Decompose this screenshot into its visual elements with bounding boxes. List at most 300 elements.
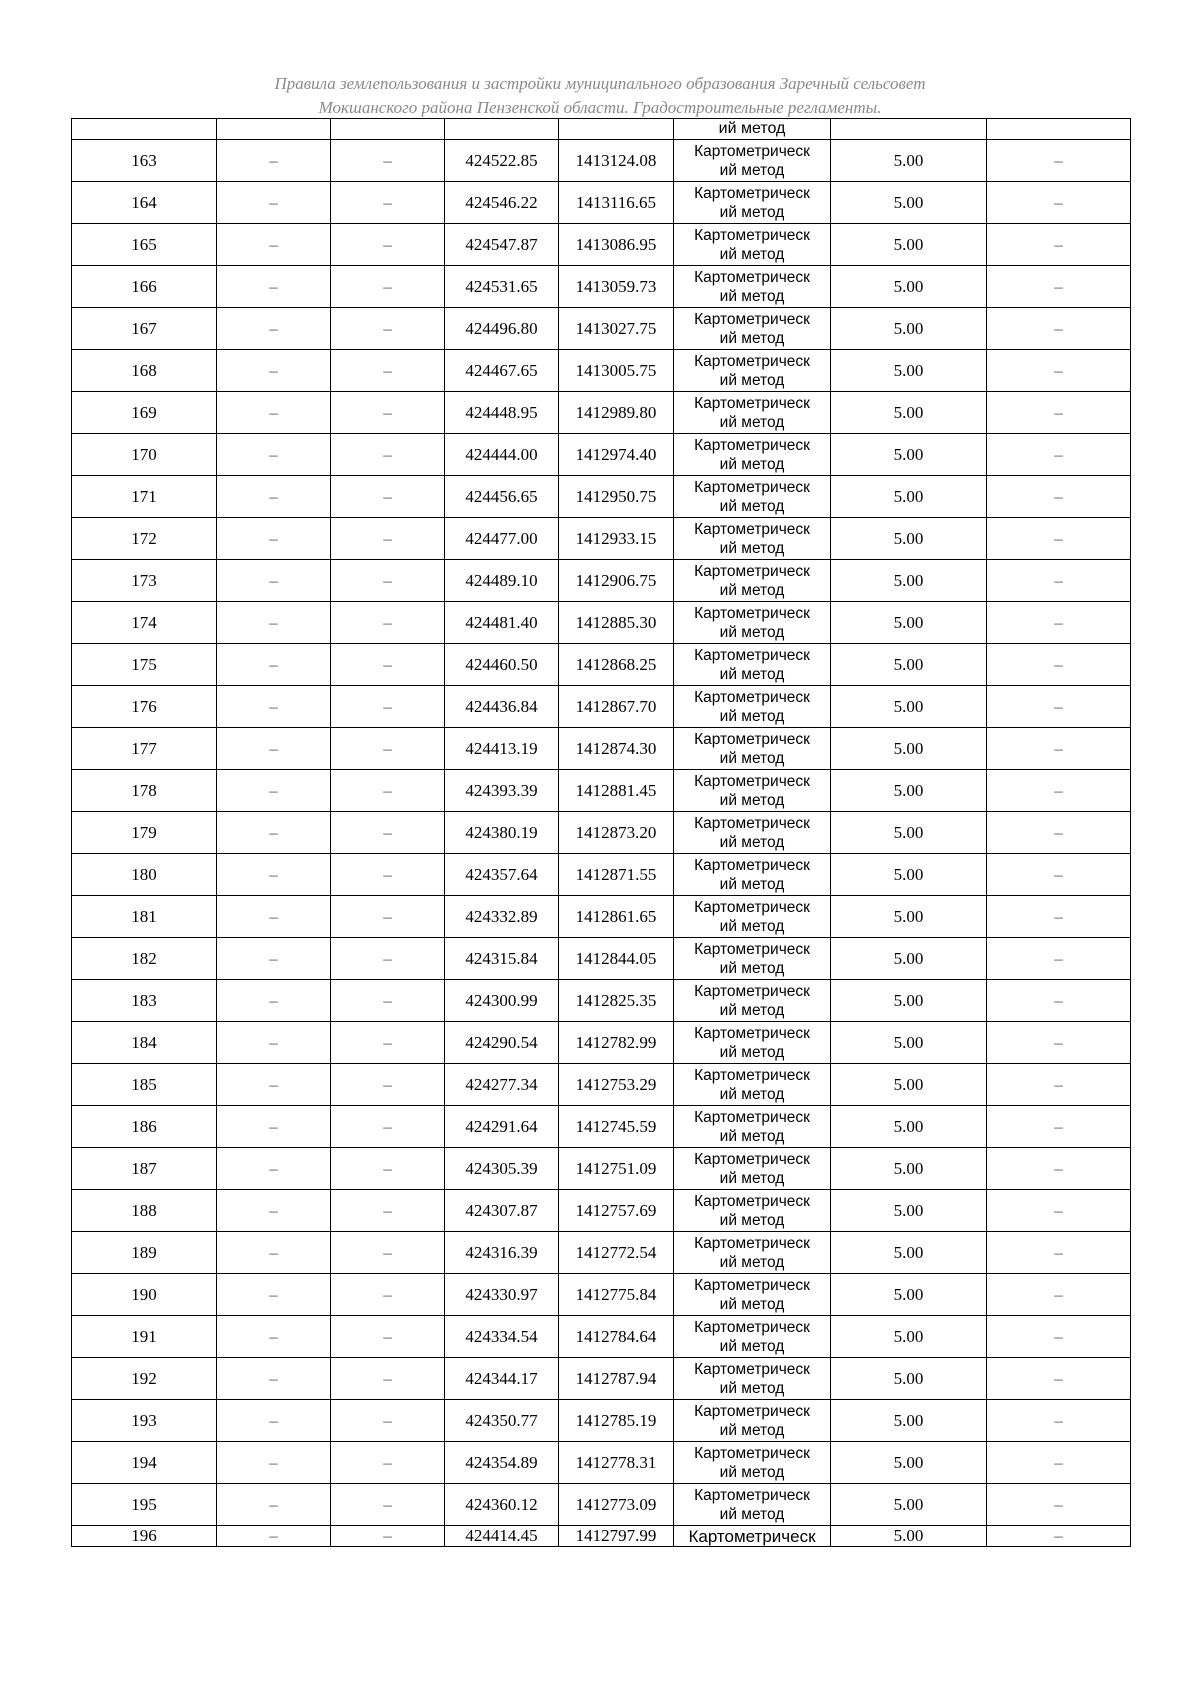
- method-line-2: ий метод: [719, 791, 785, 809]
- accuracy-cell: 5.00: [831, 1274, 987, 1316]
- dash-cell: –: [217, 1526, 331, 1547]
- method-cell: [674, 1274, 831, 1316]
- method-cell: [674, 140, 831, 182]
- method-line-1: Картометрическ: [694, 1276, 810, 1294]
- point-number-cell: 170: [72, 434, 217, 476]
- method-cell: [674, 602, 831, 644]
- point-number-cell: 186: [72, 1106, 217, 1148]
- point-number-cell: 183: [72, 980, 217, 1022]
- accuracy-cell: 5.00: [831, 434, 987, 476]
- method-line-2: ий метод: [719, 581, 785, 599]
- method-line-1: Картометрическ: [694, 394, 810, 412]
- x-coordinate-cell: 424330.97: [445, 1274, 559, 1316]
- point-number-cell: 191: [72, 1316, 217, 1358]
- dash-cell: –: [331, 1442, 445, 1484]
- y-coordinate-cell: 1413086.95: [559, 224, 674, 266]
- x-coordinate-cell: 424456.65: [445, 476, 559, 518]
- method-text: [674, 1234, 830, 1272]
- table-row: [72, 1400, 1131, 1442]
- point-number-cell: 187: [72, 1148, 217, 1190]
- y-coordinate-cell: 1412757.69: [559, 1190, 674, 1232]
- method-line-2: ий метод: [719, 875, 785, 893]
- method-cell: [674, 560, 831, 602]
- accuracy-cell: 5.00: [831, 644, 987, 686]
- dash-cell: –: [331, 350, 445, 392]
- dash-cell: –: [987, 140, 1131, 182]
- dash-cell: –: [217, 560, 331, 602]
- y-coordinate-cell: 1412989.80: [559, 392, 674, 434]
- y-coordinate-cell: 1412861.65: [559, 896, 674, 938]
- x-coordinate-cell: 424393.39: [445, 770, 559, 812]
- y-coordinate-cell: 1412974.40: [559, 434, 674, 476]
- dash-cell: –: [987, 1232, 1131, 1274]
- dash-cell: –: [987, 476, 1131, 518]
- table-row: [72, 686, 1131, 728]
- method-line-2: ий метод: [719, 623, 785, 641]
- y-coordinate-cell: 1412874.30: [559, 728, 674, 770]
- dash-cell: –: [331, 1022, 445, 1064]
- table-row-last: [72, 1526, 1131, 1547]
- dash-cell: –: [987, 182, 1131, 224]
- table-row: [72, 140, 1131, 182]
- method-line-2: ий метод: [719, 1505, 785, 1523]
- x-coordinate-cell: 424489.10: [445, 560, 559, 602]
- dash-cell: –: [987, 350, 1131, 392]
- point-number-cell: 180: [72, 854, 217, 896]
- dash-cell: –: [217, 1400, 331, 1442]
- dash-cell: –: [331, 392, 445, 434]
- point-number-cell: 194: [72, 1442, 217, 1484]
- point-number-cell: 178: [72, 770, 217, 812]
- method-cell: [674, 1232, 831, 1274]
- method-line-2: ий метод: [719, 329, 785, 347]
- method-cell: [674, 392, 831, 434]
- dash-cell: –: [987, 560, 1131, 602]
- x-coordinate-cell: 424413.19: [445, 728, 559, 770]
- accuracy-cell: 5.00: [831, 938, 987, 980]
- method-line-1: Картометрическ: [694, 1234, 810, 1252]
- x-coordinate-cell: 424316.39: [445, 1232, 559, 1274]
- dash-cell: –: [331, 140, 445, 182]
- y-coordinate-cell: 1412871.55: [559, 854, 674, 896]
- method-line-1: Картометрическ: [694, 940, 810, 958]
- table-row: [72, 1274, 1131, 1316]
- dash-cell: –: [987, 1484, 1131, 1526]
- dash-cell: –: [217, 1064, 331, 1106]
- dash-cell: –: [987, 434, 1131, 476]
- dash-cell: –: [331, 770, 445, 812]
- method-line-1: Картометрическ: [694, 856, 810, 874]
- point-number-cell: 196: [72, 1526, 217, 1547]
- table-row-continuation: [72, 119, 1131, 140]
- dash-cell: –: [987, 308, 1131, 350]
- method-line-1: Картометрическ: [694, 352, 810, 370]
- method-cell: [674, 308, 831, 350]
- accuracy-cell: 5.00: [831, 896, 987, 938]
- accuracy-cell: 5.00: [831, 602, 987, 644]
- method-cell: [674, 770, 831, 812]
- y-coordinate-cell: 1413059.73: [559, 266, 674, 308]
- dash-cell: –: [331, 938, 445, 980]
- dash-cell: –: [331, 1400, 445, 1442]
- method-line-2: ий метод: [719, 245, 785, 263]
- y-coordinate-cell: 1412772.54: [559, 1232, 674, 1274]
- dash-cell: –: [217, 812, 331, 854]
- dash-cell: –: [987, 770, 1131, 812]
- x-coordinate-cell: 424332.89: [445, 896, 559, 938]
- dash-cell: –: [331, 1526, 445, 1547]
- method-line-1: Картометрическ: [694, 1486, 810, 1504]
- dash-cell: –: [217, 980, 331, 1022]
- method-line-1: Картометрическ: [694, 1150, 810, 1168]
- dash-cell: –: [217, 938, 331, 980]
- dash-cell: –: [987, 392, 1131, 434]
- dash-cell: –: [331, 1064, 445, 1106]
- dash-cell: –: [331, 1106, 445, 1148]
- table-row: [72, 224, 1131, 266]
- dash-cell: –: [331, 728, 445, 770]
- dash-cell: –: [987, 1442, 1131, 1484]
- dash-cell: –: [217, 728, 331, 770]
- accuracy-cell: 5.00: [831, 308, 987, 350]
- method-text: [674, 1192, 830, 1230]
- table-row: [72, 980, 1131, 1022]
- method-line-1: Картометрическ: [694, 142, 810, 160]
- y-coordinate-cell: 1412778.31: [559, 1442, 674, 1484]
- method-line-1: Картометрическ: [694, 310, 810, 328]
- point-number-cell: 174: [72, 602, 217, 644]
- x-coordinate-cell: 424354.89: [445, 1442, 559, 1484]
- method-line-1: Картометрическ: [694, 1108, 810, 1126]
- table-row: [72, 434, 1131, 476]
- y-coordinate-cell: 1412933.15: [559, 518, 674, 560]
- dash-cell: –: [987, 1526, 1131, 1547]
- method-line-1: Картометрическ: [694, 730, 810, 748]
- dash-cell: –: [331, 1232, 445, 1274]
- method-line-1: Картометрическ: [694, 1402, 810, 1420]
- method-line-1: Картометрическ: [694, 688, 810, 706]
- method-cell: [674, 1064, 831, 1106]
- dash-cell: –: [217, 644, 331, 686]
- x-coordinate-cell: 424290.54: [445, 1022, 559, 1064]
- method-text: [674, 1024, 830, 1062]
- y-coordinate-cell: 1412751.09: [559, 1148, 674, 1190]
- x-coordinate-cell: 424350.77: [445, 1400, 559, 1442]
- method-text: [674, 688, 830, 726]
- point-number-cell: 189: [72, 1232, 217, 1274]
- accuracy-cell: 5.00: [831, 1022, 987, 1064]
- point-number-cell: 167: [72, 308, 217, 350]
- method-text: [674, 562, 830, 600]
- table-row: [72, 392, 1131, 434]
- method-line-1: Картометрическ: [694, 772, 810, 790]
- method-line-1: Картометрическ: [694, 268, 810, 286]
- dash-cell: –: [987, 1064, 1131, 1106]
- y-coordinate-cell: 1412785.19: [559, 1400, 674, 1442]
- dash-cell: –: [217, 1148, 331, 1190]
- method-text: [674, 1108, 830, 1146]
- table-row: [72, 1232, 1131, 1274]
- method-line-2: ий метод: [719, 917, 785, 935]
- dash-cell: –: [331, 1148, 445, 1190]
- method-text: [674, 184, 830, 222]
- method-line-2: ий метод: [719, 161, 785, 179]
- y-coordinate-cell: 1412885.30: [559, 602, 674, 644]
- dash-cell: –: [987, 1148, 1131, 1190]
- table-row: [72, 896, 1131, 938]
- point-number-cell: 169: [72, 392, 217, 434]
- dash-cell: –: [987, 854, 1131, 896]
- y-coordinate-cell: 1412825.35: [559, 980, 674, 1022]
- method-cell: [674, 350, 831, 392]
- point-number-cell: 179: [72, 812, 217, 854]
- header-line-1: Правила землепользования и застройки муниципального образования Заречный сельсовет: [274, 74, 926, 93]
- dash-cell: –: [987, 602, 1131, 644]
- y-coordinate-cell: 1412797.99: [559, 1526, 674, 1547]
- method-cell: [674, 1358, 831, 1400]
- method-line-2: ий метод: [719, 1127, 785, 1145]
- dash-cell: –: [217, 392, 331, 434]
- table-row: [72, 812, 1131, 854]
- method-line-2: ий метод: [719, 665, 785, 683]
- x-coordinate-cell: 424315.84: [445, 938, 559, 980]
- table-row: [72, 1022, 1131, 1064]
- method-text: [674, 310, 830, 348]
- method-cell: [674, 644, 831, 686]
- point-number-cell: 184: [72, 1022, 217, 1064]
- x-coordinate-cell: 424531.65: [445, 266, 559, 308]
- accuracy-cell: 5.00: [831, 1106, 987, 1148]
- dash-cell: –: [217, 1358, 331, 1400]
- accuracy-cell: 5.00: [831, 476, 987, 518]
- method-line-1: Картометрическ: [694, 1318, 810, 1336]
- method-line-1: Картометрическ: [694, 646, 810, 664]
- y-coordinate-cell: 1412782.99: [559, 1022, 674, 1064]
- table-row: [72, 182, 1131, 224]
- method-line-2: ий метод: [719, 1337, 785, 1355]
- method-line-2: ий метод: [719, 959, 785, 977]
- dash-cell: –: [331, 980, 445, 1022]
- method-text: [674, 1486, 830, 1524]
- method-line-2: ий метод: [719, 1253, 785, 1271]
- dash-cell: –: [331, 1484, 445, 1526]
- x-coordinate-cell: 424547.87: [445, 224, 559, 266]
- method-cell: [674, 854, 831, 896]
- method-line-1: Картометрическ: [694, 814, 810, 832]
- method-cell: [674, 896, 831, 938]
- method-cell: [674, 1190, 831, 1232]
- accuracy-cell: 5.00: [831, 1442, 987, 1484]
- y-coordinate-cell: 1412844.05: [559, 938, 674, 980]
- method-cell: [674, 980, 831, 1022]
- table-row: [72, 938, 1131, 980]
- dash-cell: –: [217, 476, 331, 518]
- table-row: [72, 1484, 1131, 1526]
- x-coordinate-cell: 424380.19: [445, 812, 559, 854]
- point-number-cell: 168: [72, 350, 217, 392]
- coordinates-table: [71, 118, 1131, 1547]
- dash-cell: –: [331, 1274, 445, 1316]
- dash-cell: –: [331, 644, 445, 686]
- method-cell: [674, 1484, 831, 1526]
- method-text: [674, 898, 830, 936]
- method-text: [674, 436, 830, 474]
- method-line-1: Картометрическ: [694, 562, 810, 580]
- method-line-1: Картометрическ: [694, 226, 810, 244]
- point-number-cell: 192: [72, 1358, 217, 1400]
- dash-cell: –: [987, 1358, 1131, 1400]
- point-number-cell: 188: [72, 1190, 217, 1232]
- accuracy-cell: 5.00: [831, 1064, 987, 1106]
- accuracy-cell: 5.00: [831, 770, 987, 812]
- accuracy-cell: 5.00: [831, 1400, 987, 1442]
- x-coordinate-cell: 424546.22: [445, 182, 559, 224]
- accuracy-cell: 5.00: [831, 392, 987, 434]
- accuracy-cell: 5.00: [831, 1358, 987, 1400]
- y-coordinate-cell: 1413027.75: [559, 308, 674, 350]
- method-line-1: Картометрическ: [694, 436, 810, 454]
- method-cell: [674, 1400, 831, 1442]
- method-line-2: ий метод: [719, 1463, 785, 1481]
- method-text: [674, 1276, 830, 1314]
- method-cell: [674, 182, 831, 224]
- page-header: [60, 72, 1140, 120]
- x-coordinate-cell: 424444.00: [445, 434, 559, 476]
- method-line-2: ий метод: [719, 833, 785, 851]
- point-number-cell: 195: [72, 1484, 217, 1526]
- dash-cell: –: [331, 560, 445, 602]
- method-line-2: ий метод: [719, 539, 785, 557]
- method-line-2: ий метод: [719, 287, 785, 305]
- x-coordinate-cell: 424277.34: [445, 1064, 559, 1106]
- method-text: [674, 1360, 830, 1398]
- table-row: [72, 1106, 1131, 1148]
- point-number-cell: 165: [72, 224, 217, 266]
- dash-cell: –: [331, 182, 445, 224]
- dash-cell: –: [217, 1106, 331, 1148]
- method-cell: [674, 938, 831, 980]
- method-line-2: ий метод: [719, 1043, 785, 1061]
- table-row: [72, 770, 1131, 812]
- dash-cell: –: [987, 812, 1131, 854]
- point-number-cell: 176: [72, 686, 217, 728]
- dash-cell: –: [217, 350, 331, 392]
- method-text: [674, 982, 830, 1020]
- accuracy-cell: 5.00: [831, 1148, 987, 1190]
- y-coordinate-cell: 1413005.75: [559, 350, 674, 392]
- dash-cell: –: [217, 896, 331, 938]
- dash-cell: –: [217, 434, 331, 476]
- accuracy-cell: 5.00: [831, 1190, 987, 1232]
- point-number-cell: 181: [72, 896, 217, 938]
- dash-cell: –: [331, 812, 445, 854]
- accuracy-cell: 5.00: [831, 518, 987, 560]
- accuracy-cell: 5.00: [831, 224, 987, 266]
- method-text: [674, 814, 830, 852]
- dash-cell: –: [217, 518, 331, 560]
- y-coordinate-cell: 1412784.64: [559, 1316, 674, 1358]
- method-line-2: ий метод: [719, 707, 785, 725]
- header-line-2: Мокшанского района Пензенской области. Градостроительные регламенты.: [318, 98, 882, 117]
- y-coordinate-cell: 1412881.45: [559, 770, 674, 812]
- method-cell: [674, 476, 831, 518]
- table-row: [72, 854, 1131, 896]
- x-coordinate-cell: 424291.64: [445, 1106, 559, 1148]
- table-row: [72, 518, 1131, 560]
- x-coordinate-cell: 424460.50: [445, 644, 559, 686]
- x-coordinate-cell: 424496.80: [445, 308, 559, 350]
- method-cell: [674, 812, 831, 854]
- dash-cell: –: [217, 770, 331, 812]
- dash-cell: –: [217, 308, 331, 350]
- x-coordinate-cell: 424334.54: [445, 1316, 559, 1358]
- y-coordinate-cell: 1412873.20: [559, 812, 674, 854]
- dash-cell: –: [987, 896, 1131, 938]
- table-row: [72, 644, 1131, 686]
- y-coordinate-cell: 1413124.08: [559, 140, 674, 182]
- table-row: [72, 560, 1131, 602]
- x-coordinate-cell: 424300.99: [445, 980, 559, 1022]
- dash-cell: –: [987, 644, 1131, 686]
- dash-cell: –: [217, 1232, 331, 1274]
- dash-cell: –: [987, 266, 1131, 308]
- method-line-2: ий метод: [719, 371, 785, 389]
- method-line-2: ий метод: [719, 1379, 785, 1397]
- method-line-1: Картометрическ: [694, 1066, 810, 1084]
- dash-cell: –: [331, 308, 445, 350]
- method-text: [674, 1444, 830, 1482]
- method-line-2: ий метод: [719, 1001, 785, 1019]
- dash-cell: –: [331, 1358, 445, 1400]
- method-text: [674, 856, 830, 894]
- x-coordinate-cell: 424344.17: [445, 1358, 559, 1400]
- method-text: [674, 730, 830, 768]
- accuracy-cell: 5.00: [831, 182, 987, 224]
- accuracy-cell: 5.00: [831, 686, 987, 728]
- method-text: [674, 520, 830, 558]
- method-text: [674, 1150, 830, 1188]
- dash-cell: –: [987, 1190, 1131, 1232]
- accuracy-cell: 5.00: [831, 812, 987, 854]
- point-number-cell: 182: [72, 938, 217, 980]
- table-row: [72, 728, 1131, 770]
- method-line-2: ий метод: [719, 455, 785, 473]
- point-number-cell: 171: [72, 476, 217, 518]
- x-coordinate-cell: 424357.64: [445, 854, 559, 896]
- method-line-1: Картометрическ: [694, 184, 810, 202]
- y-coordinate-cell: 1412867.70: [559, 686, 674, 728]
- point-number-cell: 166: [72, 266, 217, 308]
- dash-cell: –: [217, 1274, 331, 1316]
- method-line-1: Картометрическ: [694, 898, 810, 916]
- table-row: [72, 602, 1131, 644]
- dash-cell: –: [217, 140, 331, 182]
- table-row: [72, 1148, 1131, 1190]
- method-line-2: ий метод: [719, 1421, 785, 1439]
- dash-cell: –: [217, 686, 331, 728]
- point-number-cell: 193: [72, 1400, 217, 1442]
- point-number-cell: 177: [72, 728, 217, 770]
- dash-cell: –: [331, 476, 445, 518]
- accuracy-cell: 5.00: [831, 140, 987, 182]
- method-text: [674, 1402, 830, 1440]
- method-line-1: Картометрическ: [694, 1024, 810, 1042]
- y-coordinate-cell: 1412773.09: [559, 1484, 674, 1526]
- table-row: [72, 1442, 1131, 1484]
- method-text: [674, 1318, 830, 1356]
- method-cell: [674, 1442, 831, 1484]
- table-row: [72, 266, 1131, 308]
